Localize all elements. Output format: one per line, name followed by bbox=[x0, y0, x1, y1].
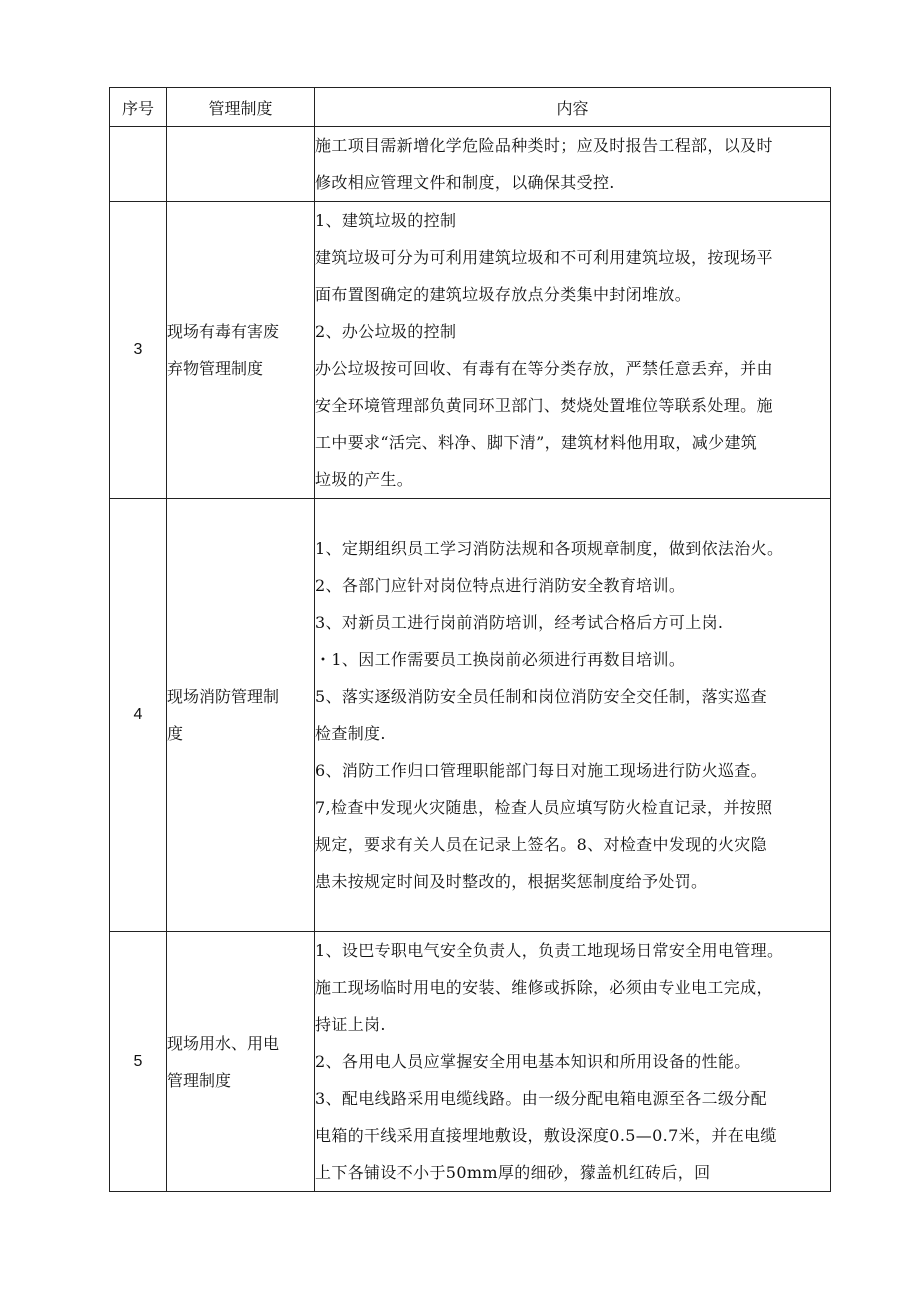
row-system-line: 度 bbox=[167, 724, 184, 743]
table-header-row bbox=[110, 88, 831, 127]
table-row bbox=[110, 499, 831, 932]
row-content bbox=[315, 932, 831, 1192]
row-index: 3 bbox=[110, 202, 167, 499]
header-content: 内容 bbox=[315, 88, 831, 127]
content-line: 修改相应管理文件和制度，以确保其受控. bbox=[315, 173, 615, 192]
header-index: 序号 bbox=[110, 88, 167, 127]
table-row bbox=[110, 202, 831, 499]
content-line: 规定，要求有关人员在记录上签名。8、对检查中发现的火灾隐 bbox=[315, 835, 767, 854]
content-line: 5、落实逐级消防安全员任制和岗位消防安全交任制，落实巡查 bbox=[315, 687, 767, 706]
content-line: 3、配电线路采用电缆线路。由一级分配电箱电源至各二级分配 bbox=[315, 1089, 767, 1108]
content-line: 7,检查中发现火灾随患，检查人员应填写防火检直记录，并按照 bbox=[315, 798, 773, 817]
content-line: 施工项目需新增化学危险品种类时；应及时报告工程部，以及时 bbox=[315, 136, 773, 155]
row-index bbox=[110, 127, 167, 202]
row-content bbox=[315, 127, 831, 202]
row-index: 4 bbox=[110, 499, 167, 932]
row-system-line: 现场用水、用电 bbox=[167, 1033, 280, 1053]
content-line: 安全环境管理部负黄同环卫部门、焚烧处置堆位等联系处理。施 bbox=[315, 396, 773, 415]
row-content bbox=[315, 202, 831, 499]
content-line: 持证上岗. bbox=[315, 1015, 386, 1034]
row-index: 5 bbox=[110, 932, 167, 1192]
content-line: 办公垃圾按可回收、有毒有在等分类存放，严禁任意丢弃，并由 bbox=[315, 359, 773, 378]
row-system bbox=[167, 202, 315, 499]
management-system-table bbox=[109, 87, 831, 1192]
row-system bbox=[167, 932, 315, 1192]
content-line: 1、设巴专职电气安全负责人，负责工地现场日常安全用电管理。 bbox=[315, 941, 784, 960]
row-system-line: 现场有毒有害废 bbox=[167, 322, 280, 341]
content-line: 面布置图确定的建筑垃圾存放点分类集中封闭堆放。 bbox=[315, 285, 692, 304]
content-line: 1、建筑垃圾的控制 bbox=[315, 211, 457, 230]
row-system-line: 管理制度 bbox=[167, 1070, 232, 1090]
content-line: ・1、因工作需要员工换岗前必须进行再数目培训。 bbox=[315, 650, 686, 669]
row-system-line: 弃物管理制度 bbox=[167, 359, 264, 378]
content-line: 2、各用电人员应掌握安全用电基本知识和所用设备的性能。 bbox=[315, 1052, 751, 1071]
content-line: 建筑垃圾可分为可利用建筑垃圾和不可利用建筑垃圾，按现场平 bbox=[315, 248, 773, 267]
content-line: 6、消防工作归口管理职能部门每日对施工现场进行防火巡查。 bbox=[315, 761, 767, 780]
content-line: 上下各铺设不小于50mm厚的细砂，獴盖机红砖后，回 bbox=[315, 1163, 711, 1182]
content-line: 1、定期组织员工学习消防法规和各项规章制度，做到依法治火。 bbox=[315, 539, 784, 558]
header-system: 管理制度 bbox=[167, 88, 315, 127]
content-line: 施工现场临时用电的安装、维修或拆除，必须由专业电工完成， bbox=[315, 978, 773, 997]
row-content bbox=[315, 499, 831, 932]
row-system bbox=[167, 499, 315, 932]
row-system-line: 现场消防管理制 bbox=[167, 687, 280, 706]
content-line: 工中要求“活完、料净、脚下清”，建筑材料他用取，减少建筑 bbox=[315, 433, 758, 452]
table-row bbox=[110, 932, 831, 1192]
content-line: 2、办公垃圾的控制 bbox=[315, 322, 457, 341]
content-line: 电箱的干线采用直接埋地敷设，敷设深度0.5—0.7米，并在电缆 bbox=[315, 1126, 777, 1145]
content-line: 垃圾的产生。 bbox=[315, 470, 414, 489]
content-line: 检查制度. bbox=[315, 724, 386, 743]
row-system bbox=[167, 127, 315, 202]
content-line: 患未按规定时间及时整改的，根据奖惩制度给予处罚。 bbox=[315, 872, 708, 891]
content-line: 3、对新员工进行岗前消防培训，经考试合格后方可上岗. bbox=[315, 613, 724, 632]
content-line: 2、各部门应针对岗位特点进行消防安全教育培训。 bbox=[315, 576, 686, 595]
table-row bbox=[110, 127, 831, 202]
